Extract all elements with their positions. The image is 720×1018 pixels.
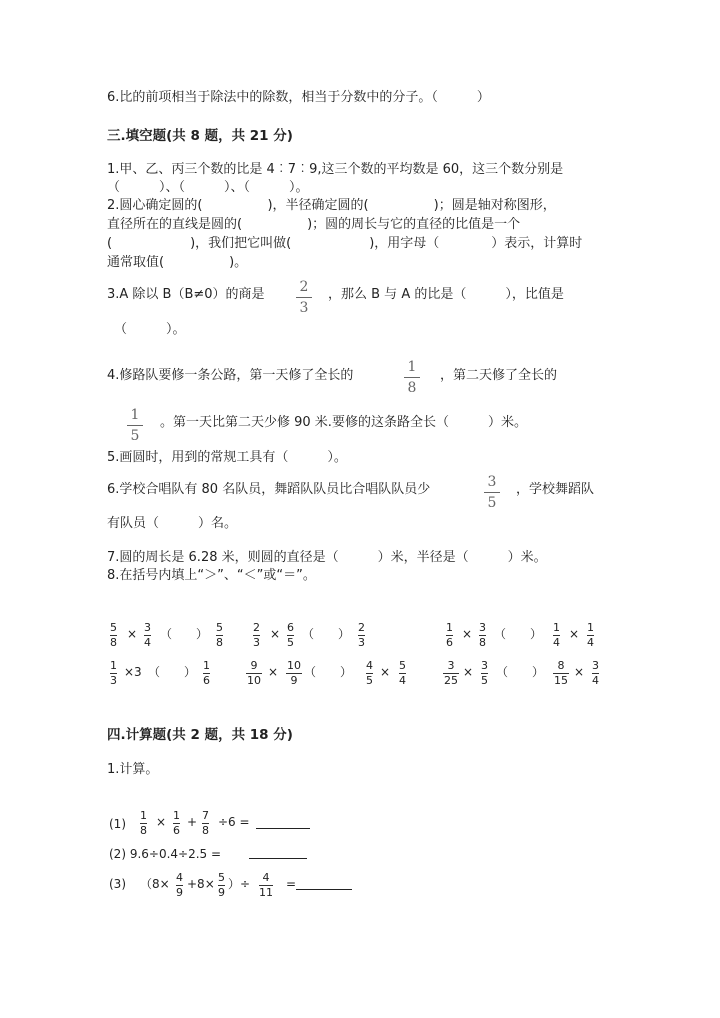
fraction: 5 8 (216, 621, 223, 649)
answer-paren: （ ） (304, 665, 353, 679)
fraction: 4 5 (366, 659, 373, 687)
fill-q3-text-a: 3.A 除以 B（B≠0）的商是 (107, 287, 265, 302)
fill-q1-line1: 1.甲、乙、丙三个数的比是 4︰7︰9,这三个数的平均数是 60，这三个数分别是 (107, 162, 564, 177)
fill-q4-fraction-1 (404, 359, 420, 396)
fill-q6-text-a: 6.学校合唱队有 80 名队员，舞蹈队队员比合唱队队员少 (107, 482, 431, 497)
fraction: 1 4 (587, 621, 594, 649)
times-sign: × (462, 627, 473, 641)
fill-q1-line2: （ ）、（ ）、（ ）。 (107, 180, 309, 195)
fill-q3-text-b: ，那么 B 与 A 的比是（ ），比值是 (328, 287, 564, 302)
times-sign: × (127, 627, 138, 641)
fraction: 1 8 (140, 809, 147, 837)
fraction: 2 3 (253, 621, 260, 649)
answer-paren: （ ） (494, 627, 543, 641)
expression-label: (1) (109, 817, 126, 831)
fraction-denominator: 8 (407, 380, 417, 396)
fraction: 5 4 (399, 659, 406, 687)
times-sign: × (380, 665, 391, 679)
fill-q4-text-c: 。第一天比第二天少修 90 米.要修的这条路全长（ ）米。 (160, 415, 527, 430)
fraction: 1 3 (110, 659, 117, 687)
fill-q6-fraction (484, 474, 500, 511)
fraction-denominator: 5 (130, 428, 140, 444)
fill-q5: 5.画圆时，用到的常规工具有（ ）。 (107, 450, 347, 465)
fill-q6-text-b: ，学校舞蹈队 (516, 482, 595, 497)
fraction-numerator: 1 (407, 359, 417, 375)
fill-q2-line2: 直径所在的直线是圆的( )；圆的周长与它的直径的比值是一个 (107, 217, 521, 232)
times-sign: × (270, 627, 281, 641)
fraction: 5 8 (110, 621, 117, 649)
fraction: 3 25 (444, 659, 458, 687)
fill-q3-fraction (296, 279, 312, 316)
fill-q2-line1: 2.圆心确定圆的( )，半径确定圆的( )；圆是轴对称图形， (107, 198, 556, 213)
judge-question-6: 6.比的前项相当于除法中的除数，相当于分数中的分子。（ ） (107, 90, 490, 105)
expression-label: (3) (109, 877, 126, 891)
times-sign: × (268, 665, 279, 679)
answer-paren: （ ） (148, 665, 197, 679)
fraction: 9 10 (247, 659, 261, 687)
fill-q7: 7.圆的周长是 6.28 米，则圆的直径是（ ）米，半径是（ ）米。 (107, 550, 547, 565)
fraction-numerator: 3 (487, 474, 497, 490)
fill-q6-text-c: 有队员（ ）名。 (107, 516, 238, 531)
fraction: 6 5 (287, 621, 294, 649)
fraction: 3 4 (144, 621, 151, 649)
answer-paren: （ ） (302, 627, 351, 641)
fraction: 10 9 (287, 659, 301, 687)
expression-tail: ÷6 = (218, 815, 250, 829)
answer-line[interactable] (256, 815, 310, 829)
fraction: 1 6 (203, 659, 210, 687)
fill-q2-line4: 通常取值( )。 (107, 255, 248, 270)
times-sign: × (574, 665, 585, 679)
section-4-heading: 四.计算题(共 2 题，共 18 分) (107, 727, 293, 743)
fraction-denominator: 5 (487, 495, 497, 511)
equals-sign: = (286, 877, 297, 891)
expression-close: ）÷ (228, 877, 251, 891)
fraction: 3 5 (481, 659, 488, 687)
expression-text: (2) 9.6÷0.4÷2.5 = (109, 847, 222, 861)
answer-paren: （ ） (160, 627, 209, 641)
fraction: 4 11 (259, 871, 273, 899)
fraction: 1 6 (173, 809, 180, 837)
fraction: 4 9 (176, 871, 183, 899)
calc-q1: 1.计算。 (107, 762, 159, 777)
plus-sign: + (187, 815, 198, 829)
fraction-numerator: 1 (130, 407, 140, 423)
section-3-heading: 三.填空题(共 8 题，共 21 分) (107, 128, 293, 144)
fill-q2-line3: ( )，我们把它叫做( )，用字母（ ）表示，计算时 (107, 236, 583, 251)
times-sign: × (463, 665, 474, 679)
fraction: 7 8 (202, 809, 209, 837)
answer-paren: （ ） (496, 665, 545, 679)
times-sign: × (156, 815, 167, 829)
answer-line[interactable] (296, 876, 352, 890)
fraction-numerator: 2 (299, 279, 309, 295)
fraction: 1 6 (446, 621, 453, 649)
fraction: 1 4 (553, 621, 560, 649)
fill-q8: 8.在括号内填上“＞”、“＜”或“＝”。 (107, 568, 316, 583)
times-three: ×3 (124, 665, 142, 679)
fill-q4-text-b: ，第二天修了全长的 (440, 368, 558, 383)
fraction-denominator: 3 (299, 300, 309, 316)
fill-q4-text-a: 4.修路队要修一条公路，第一天修了全长的 (107, 368, 354, 383)
answer-line[interactable] (249, 845, 307, 859)
fraction: 2 3 (358, 621, 365, 649)
fraction: 5 9 (218, 871, 225, 899)
expression-mid: +8× (187, 877, 215, 891)
times-sign: × (569, 627, 580, 641)
expression-open: （8× (140, 877, 170, 891)
fraction: 3 8 (479, 621, 486, 649)
fill-q4-fraction-2 (127, 407, 143, 444)
fraction: 8 15 (554, 659, 568, 687)
fraction: 3 4 (592, 659, 599, 687)
fill-q3-text-c: （ ）。 (114, 322, 186, 337)
